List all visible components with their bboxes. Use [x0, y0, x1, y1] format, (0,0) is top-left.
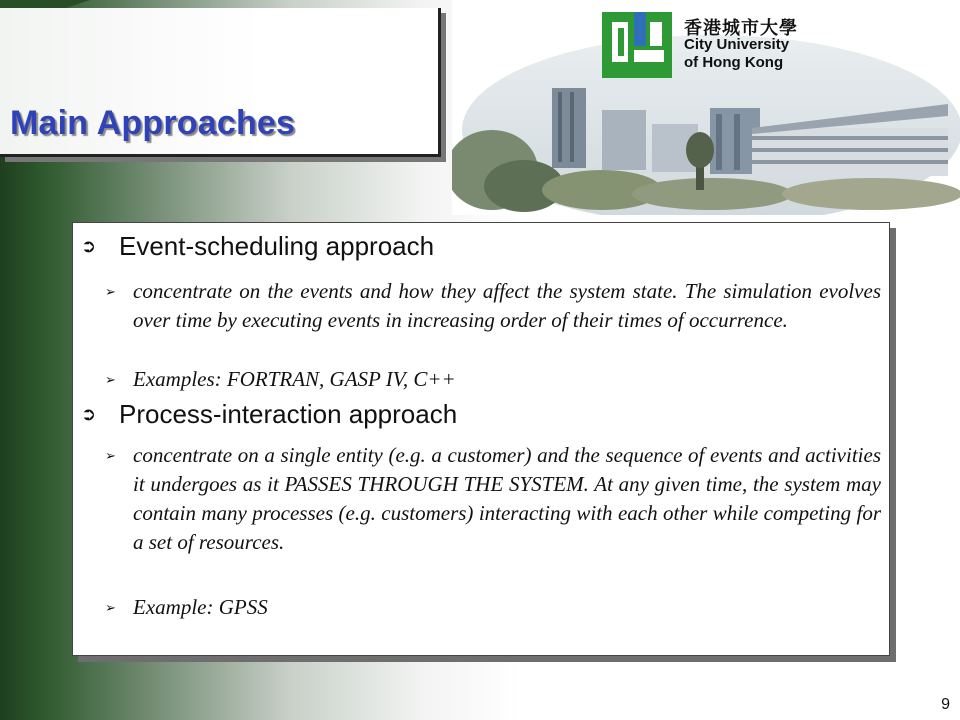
arrow-bullet-icon: ➲: [81, 236, 97, 256]
logo-english-line1: City University: [684, 36, 790, 53]
list-subitem: [105, 593, 881, 622]
arrow-bullet-icon: ➲: [81, 404, 97, 424]
chevron-bullet-icon: ➢: [105, 448, 116, 463]
logo-chinese-text: 香港城市大學: [684, 18, 798, 39]
subitem-text: Example: GPSS: [133, 595, 268, 619]
subitem-text: concentrate on a single entity (e.g. a customer) and the sequence of events and activities it undergoes as it PASSES THROUGH THE SYSTEM. At any given time, the system may contain many processes (e.g. customers) interacting with each other while competing for a set of resources.: [133, 443, 881, 554]
subitem-text: Examples: FORTRAN, GASP IV, C++: [133, 367, 456, 391]
list-subitem: [105, 277, 881, 335]
chevron-bullet-icon: ➢: [105, 372, 116, 387]
logo-english-line2: of Hong Kong: [684, 54, 784, 71]
content-panel: [72, 222, 890, 656]
slide-title: Main Approaches: [10, 104, 296, 142]
chevron-bullet-icon: ➢: [105, 284, 116, 299]
heading-text: Event-scheduling approach: [119, 231, 435, 261]
page-number: 9: [941, 696, 950, 713]
chevron-bullet-icon: ➢: [105, 600, 116, 615]
heading-text: Process-interaction approach: [119, 399, 458, 429]
list-subitem: [105, 365, 881, 394]
list-item-heading: [81, 231, 434, 262]
subitem-text: concentrate on the events and how they affect the system state. The simulation evolves over time by executing events in increasing order of their times of occurrence.: [133, 279, 881, 332]
list-item-heading: [81, 399, 457, 430]
list-subitem: [105, 441, 881, 557]
cityu-logo-icon: [600, 6, 676, 82]
